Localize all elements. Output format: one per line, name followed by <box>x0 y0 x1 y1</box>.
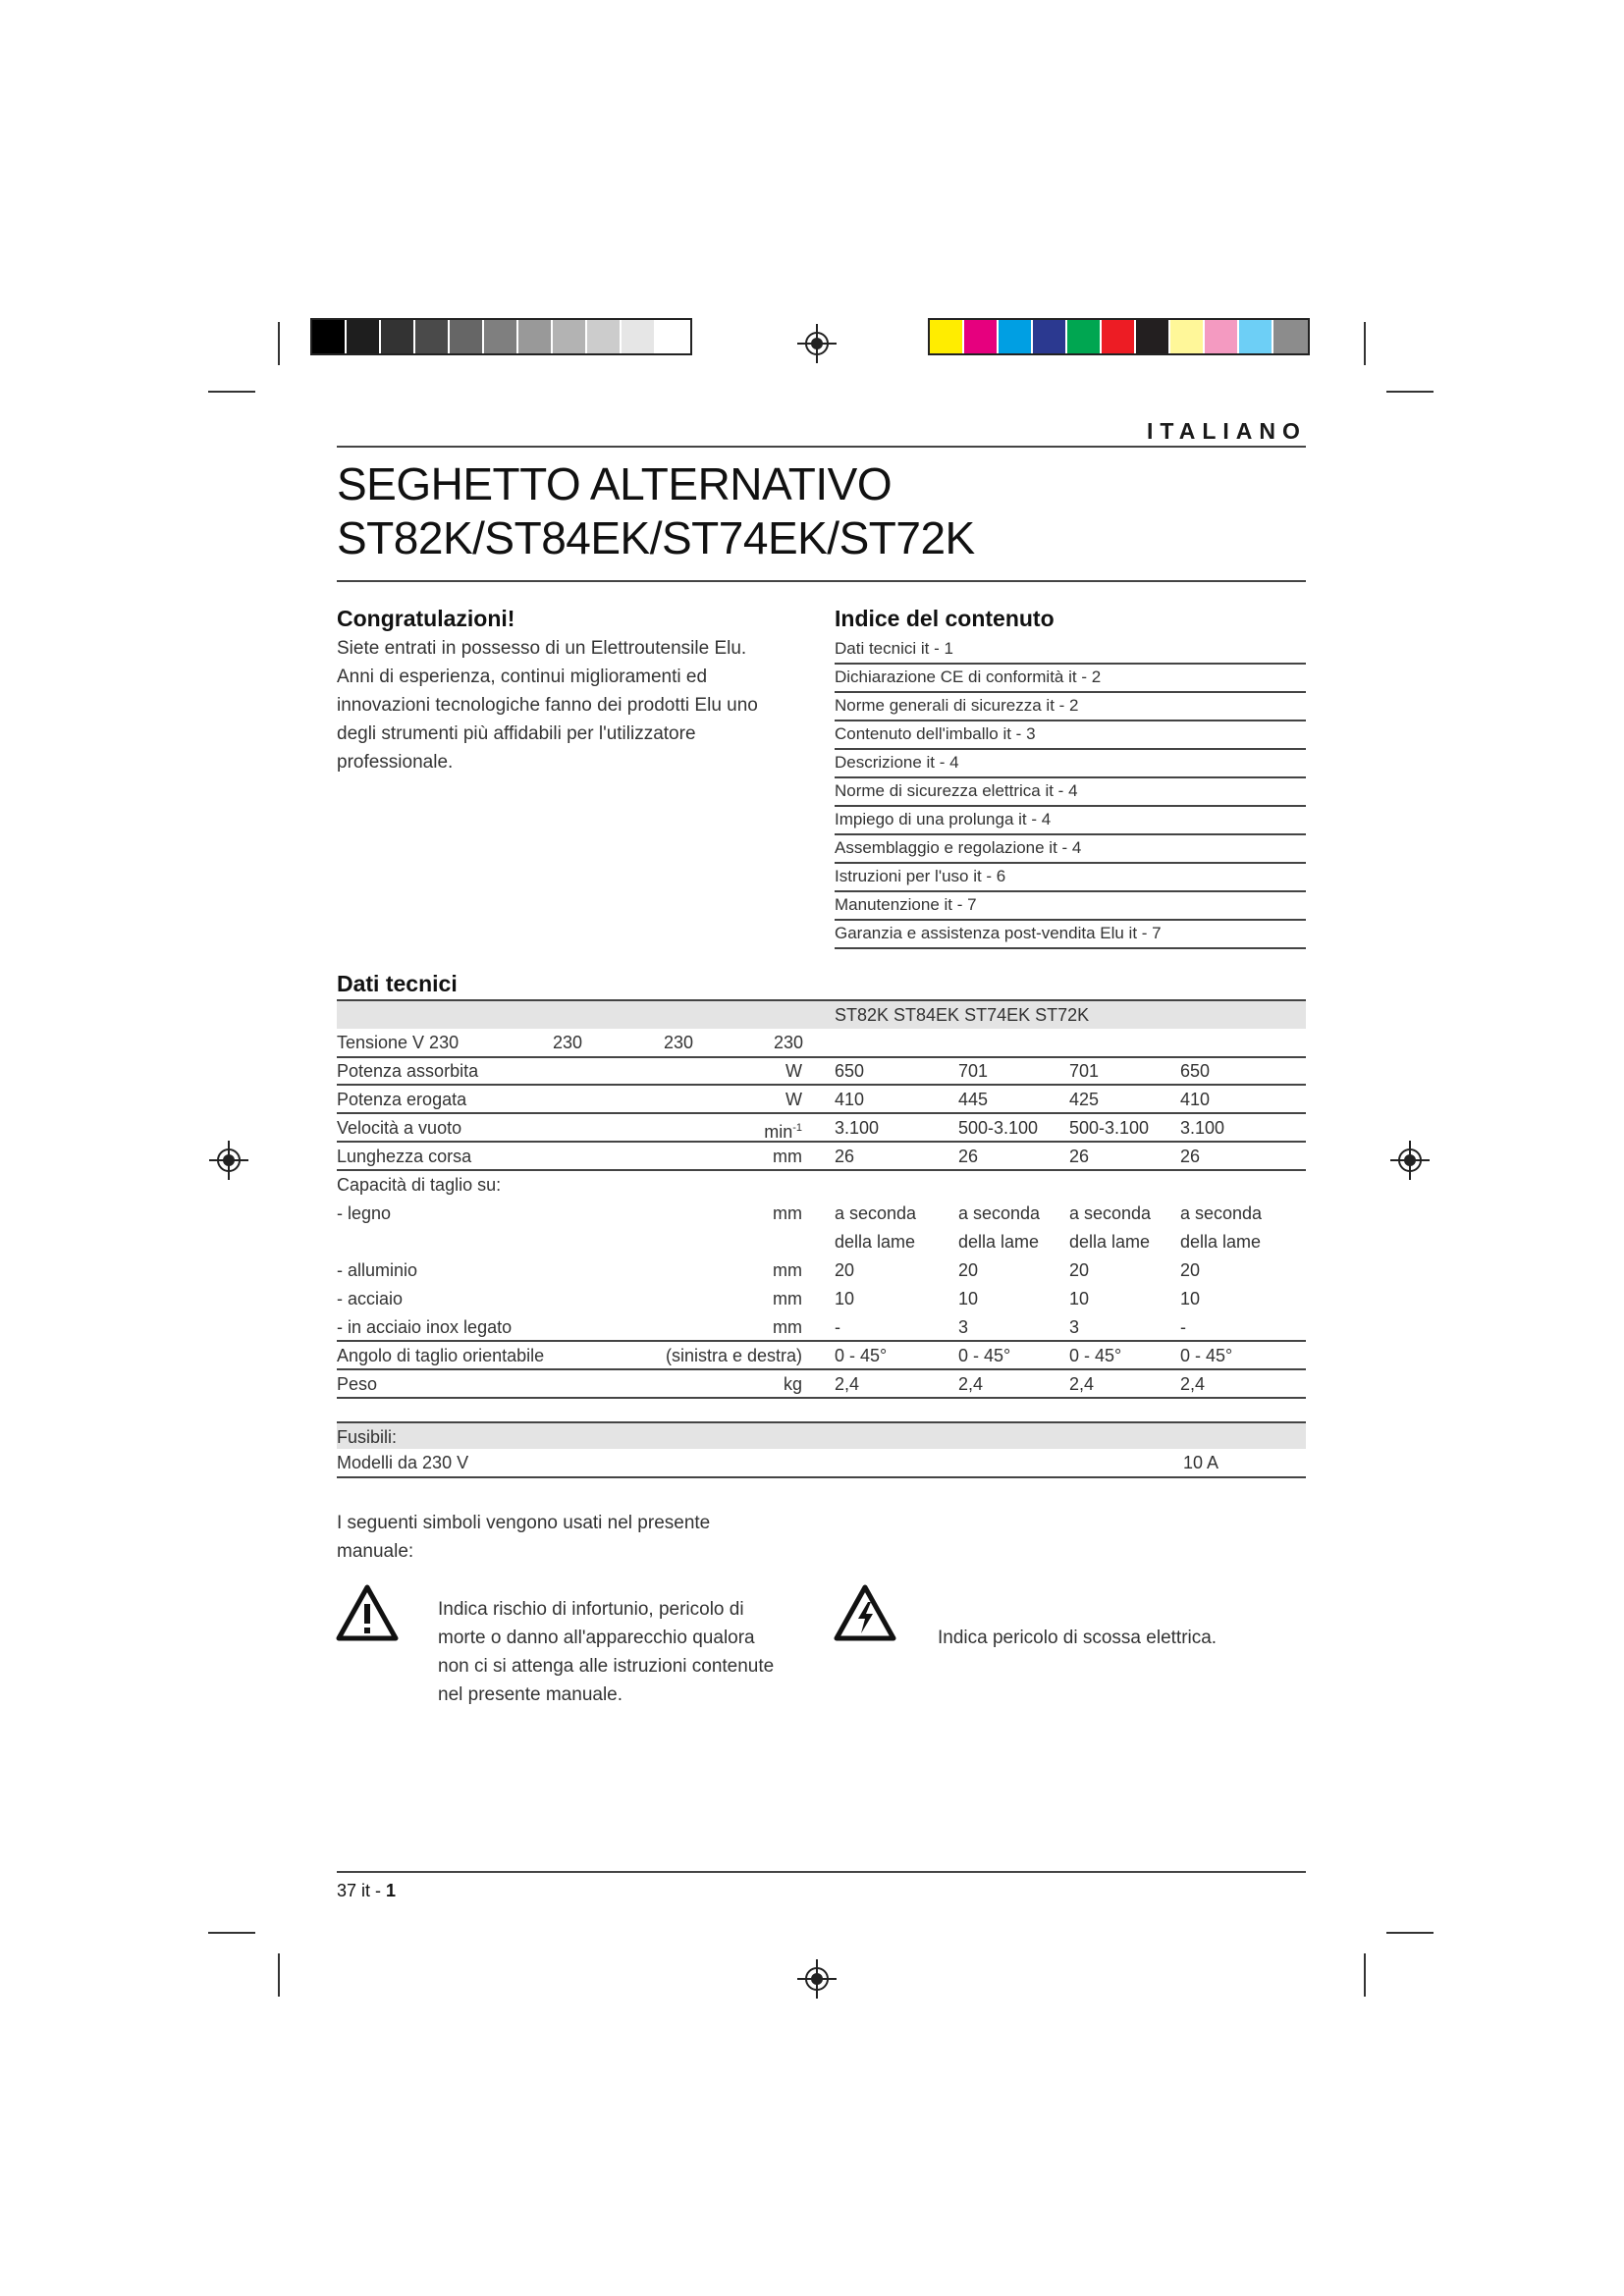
crop-mark <box>1364 322 1366 365</box>
fuses-label: Modelli da 230 V <box>337 1453 469 1472</box>
color-swatch <box>999 320 1033 353</box>
text-line: innovazioni tecnologiche fanno dei prodotti Elu uno <box>337 695 758 716</box>
cell-value: 3 <box>1069 1317 1080 1337</box>
color-swatch <box>1239 320 1273 353</box>
cell-value: 2,4 <box>835 1374 860 1394</box>
row-label: Capacità di taglio su: <box>337 1175 502 1195</box>
row-label: Angolo di taglio orientabile <box>337 1346 545 1365</box>
cell-value: 650 <box>1180 1061 1211 1081</box>
row-unit <box>784 1370 802 1398</box>
models-header-row <box>337 999 1306 1029</box>
table-row <box>337 1057 1306 1086</box>
congrats-heading: Congratulazioni! <box>337 606 515 631</box>
text-line: Siete entrati in possesso di un Elettroutensile Elu. <box>337 638 747 659</box>
fuses-header-row <box>337 1421 1306 1449</box>
cell-value: 26 <box>835 1147 855 1166</box>
page-title <box>337 457 975 565</box>
registration-mark-icon <box>797 1959 837 1999</box>
warning-text <box>438 1595 774 1709</box>
table-row <box>337 1449 1306 1478</box>
index-item: Istruzioni per l'uso it - 6 <box>835 863 1306 892</box>
unit-text: mm <box>773 1203 802 1223</box>
index-item: Descrizione it - 4 <box>835 749 1306 778</box>
cell-value: 3.100 <box>1180 1118 1225 1138</box>
crop-mark <box>278 1953 280 1997</box>
page-number <box>337 1881 396 1901</box>
table-row <box>337 1114 1306 1143</box>
index-item: Assemblaggio e regolazione it - 4 <box>835 834 1306 864</box>
row-label: - alluminio <box>337 1260 418 1280</box>
cell-value: - <box>835 1317 840 1337</box>
cell-value: a seconda <box>1180 1203 1263 1223</box>
cell-value: 10 <box>835 1289 855 1308</box>
crop-mark <box>1364 1953 1366 1997</box>
electric-shock-icon <box>834 1584 896 1641</box>
gray-swatch <box>415 320 450 353</box>
warning-triangle-icon <box>336 1584 399 1641</box>
row-label: - in acciaio inox legato <box>337 1317 513 1337</box>
cell-value: - <box>1180 1317 1186 1337</box>
text-line: non ci si attenga alle istruzioni contenute <box>438 1656 775 1677</box>
divider <box>337 580 1306 582</box>
gray-swatch <box>622 320 656 353</box>
cell-value: della lame <box>958 1232 1040 1252</box>
gray-swatch <box>484 320 518 353</box>
voltage-value: 230 <box>664 1033 694 1052</box>
cell-value: 410 <box>835 1090 865 1109</box>
row-unit <box>666 1342 802 1369</box>
cell-value: 26 <box>1069 1147 1090 1166</box>
cell-value: 10 <box>1069 1289 1090 1308</box>
cell-value: 0 - 45° <box>835 1346 888 1365</box>
index-heading: Indice del contenuto <box>835 606 1055 631</box>
unit-text: W <box>785 1061 802 1081</box>
color-swatch <box>1033 320 1067 353</box>
cmyk-color-bar <box>928 318 1310 355</box>
color-swatch <box>1067 320 1102 353</box>
index-item: Dati tecnici it - 1 <box>835 635 1306 665</box>
table-row <box>337 1256 1306 1283</box>
registration-mark-icon <box>209 1141 248 1180</box>
cell-value: 0 - 45° <box>1180 1346 1233 1365</box>
cell-value: 2,4 <box>958 1374 984 1394</box>
cell-value: della lame <box>835 1232 916 1252</box>
row-unit <box>764 1114 802 1146</box>
gray-color-bar <box>310 318 692 355</box>
cell-value: della lame <box>1069 1232 1151 1252</box>
voltage-label: Tensione V 230 <box>337 1033 460 1052</box>
congrats-text <box>337 634 808 776</box>
row-label: - acciaio <box>337 1289 404 1308</box>
crop-mark <box>278 322 280 365</box>
cell-value: della lame <box>1180 1232 1262 1252</box>
row-label: Potenza erogata <box>337 1090 467 1109</box>
cell-value: 20 <box>1069 1260 1090 1280</box>
electric-text: Indica pericolo di scossa elettrica. <box>938 1628 1218 1648</box>
cell-value: 10 <box>1180 1289 1201 1308</box>
language-label: ITALIANO <box>1147 418 1307 444</box>
title-line: SEGHETTO ALTERNATIVO <box>337 458 893 509</box>
cell-value: 701 <box>1069 1061 1100 1081</box>
table-row <box>337 1143 1306 1171</box>
index-item: Dichiarazione CE di conformità it - 2 <box>835 664 1306 693</box>
color-swatch <box>930 320 964 353</box>
text-line: nel presente manuale. <box>438 1684 623 1705</box>
cell-value: 0 - 45° <box>1069 1346 1122 1365</box>
row-unit <box>773 1256 802 1284</box>
page-num: 1 <box>386 1881 397 1900</box>
text-line: Indica rischio di infortunio, pericolo di <box>438 1599 744 1620</box>
cell-value: 20 <box>1180 1260 1201 1280</box>
gray-swatch <box>587 320 622 353</box>
crop-mark <box>1386 391 1434 393</box>
index-item: Manutenzione it - 7 <box>835 891 1306 921</box>
crop-mark <box>208 1932 255 1934</box>
row-label: Velocità a vuoto <box>337 1118 462 1138</box>
divider <box>337 1871 1306 1873</box>
table-row <box>337 1086 1306 1114</box>
text-line: I seguenti simboli vengono usati nel presente <box>337 1513 711 1533</box>
color-swatch <box>964 320 999 353</box>
symbols-intro <box>337 1509 710 1566</box>
row-unit <box>773 1143 802 1170</box>
fuses-heading: Fusibili: <box>337 1427 398 1447</box>
index-item: Contenuto dell'imballo it - 3 <box>835 721 1306 750</box>
row-unit <box>785 1057 802 1085</box>
tech-heading: Dati tecnici <box>337 971 458 996</box>
table-row <box>337 1029 1306 1058</box>
row-unit <box>773 1313 802 1341</box>
unit-text: (sinistra e destra) <box>665 1346 802 1365</box>
gray-swatch <box>518 320 553 353</box>
text-line: Anni di esperienza, continui miglioramenti ed <box>337 667 708 687</box>
index-item: Norme di sicurezza elettrica it - 4 <box>835 777 1306 807</box>
gray-swatch <box>381 320 415 353</box>
unit-text: mm <box>773 1147 802 1166</box>
title-line: ST82K/ST84EK/ST74EK/ST72K <box>337 512 975 563</box>
cell-value: 500-3.100 <box>1069 1118 1150 1138</box>
page-prefix: 37 it - <box>337 1881 387 1900</box>
cell-value: 20 <box>958 1260 979 1280</box>
table-row <box>337 1285 1306 1311</box>
unit-superscript: -1 <box>792 1122 802 1134</box>
crop-mark <box>208 391 255 393</box>
table-row <box>337 1370 1306 1399</box>
row-label: Lunghezza corsa <box>337 1147 472 1166</box>
color-swatch <box>1136 320 1170 353</box>
table-row <box>337 1200 1306 1226</box>
text-line: professionale. <box>337 752 454 773</box>
color-swatch <box>1102 320 1136 353</box>
index-item: Garanzia e assistenza post-vendita Elu it - 7 <box>835 920 1306 949</box>
cell-value: a seconda <box>958 1203 1041 1223</box>
fuses-value: 10 A <box>1183 1453 1219 1472</box>
table-row <box>337 1171 1306 1198</box>
cell-value: a seconda <box>1069 1203 1152 1223</box>
table-row <box>337 1342 1306 1370</box>
divider <box>337 446 1306 448</box>
cell-value: 425 <box>1069 1090 1100 1109</box>
crop-mark <box>1386 1932 1434 1934</box>
voltage-value: 230 <box>553 1033 583 1052</box>
color-swatch <box>1273 320 1308 353</box>
text-line: degli strumenti più affidabili per l'utilizzatore <box>337 723 696 744</box>
cell-value: 26 <box>958 1147 979 1166</box>
models-label: ST82K ST84EK ST74EK ST72K <box>835 1005 1090 1025</box>
cell-value: 410 <box>1180 1090 1211 1109</box>
table-row <box>337 1228 1306 1255</box>
unit-text: min <box>764 1122 793 1142</box>
gray-swatch <box>553 320 587 353</box>
cell-value: 2,4 <box>1180 1374 1206 1394</box>
row-label: Potenza assorbita <box>337 1061 479 1081</box>
text-line: morte o danno all'apparecchio qualora <box>438 1628 755 1648</box>
cell-value: 701 <box>958 1061 989 1081</box>
registration-mark-icon <box>1390 1141 1430 1180</box>
cell-value: 0 - 45° <box>958 1346 1011 1365</box>
color-swatch <box>1170 320 1205 353</box>
cell-value: 445 <box>958 1090 989 1109</box>
row-label: - legno <box>337 1203 392 1223</box>
text-line: manuale: <box>337 1541 414 1562</box>
gray-swatch <box>312 320 347 353</box>
index-item: Impiego di una prolunga it - 4 <box>835 806 1306 835</box>
cell-value: 3 <box>958 1317 969 1337</box>
color-swatch <box>1205 320 1239 353</box>
cell-value: 500-3.100 <box>958 1118 1039 1138</box>
unit-text: kg <box>783 1374 802 1394</box>
gray-swatch <box>656 320 690 353</box>
cell-value: a seconda <box>835 1203 917 1223</box>
row-unit <box>773 1200 802 1227</box>
cell-value: 2,4 <box>1069 1374 1095 1394</box>
unit-text: W <box>785 1090 802 1109</box>
gray-swatch <box>450 320 484 353</box>
cell-value: 20 <box>835 1260 855 1280</box>
table-row <box>337 1313 1306 1342</box>
index-item: Norme generali di sicurezza it - 2 <box>835 692 1306 721</box>
unit-text: mm <box>773 1317 802 1337</box>
gray-swatch <box>347 320 381 353</box>
cell-value: 650 <box>835 1061 865 1081</box>
voltage-value: 230 <box>774 1033 804 1052</box>
unit-text: mm <box>773 1260 802 1280</box>
cell-value: 26 <box>1180 1147 1201 1166</box>
row-unit <box>785 1086 802 1113</box>
cell-value: 10 <box>958 1289 979 1308</box>
registration-mark-icon <box>797 324 837 363</box>
row-label: Peso <box>337 1374 378 1394</box>
cell-value: 3.100 <box>835 1118 880 1138</box>
row-unit <box>773 1285 802 1312</box>
unit-text: mm <box>773 1289 802 1308</box>
